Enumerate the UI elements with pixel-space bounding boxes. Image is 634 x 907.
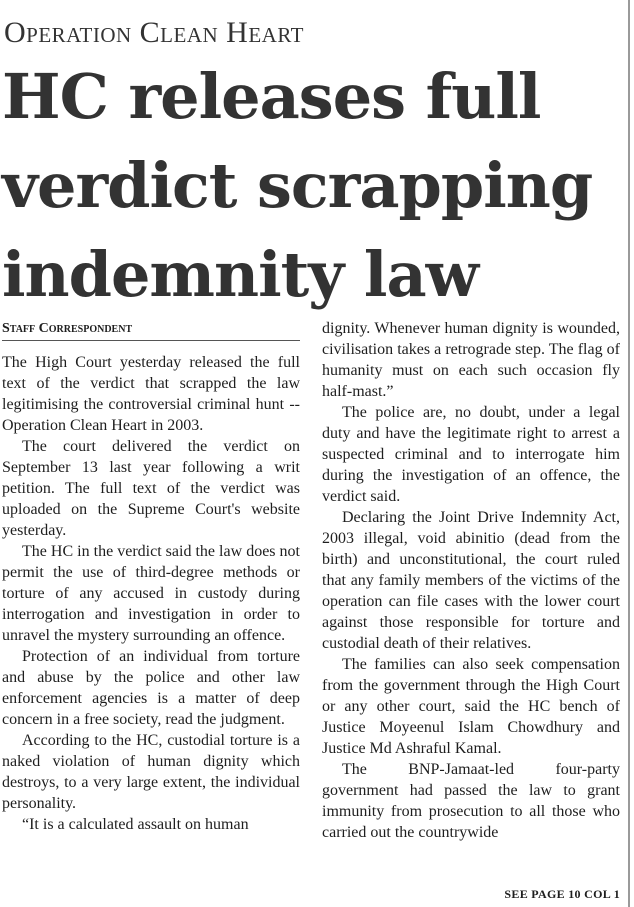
byline: Staff Correspondent: [2, 320, 300, 341]
headline: [2, 52, 622, 319]
headline-line: HC releases full: [2, 60, 541, 133]
kicker: Operation Clean Heart: [4, 16, 304, 49]
paragraph: The HC in the verdict said the law does not permit the use of third-degree methods or torture of any accused in custody during interrogation and investigation in order to unravel the mystery surrounding an offence.: [2, 543, 300, 644]
continuation-jump: SEE PAGE 10 COL 1: [504, 887, 620, 901]
paragraph: The police are, no doubt, under a legal duty and have the legitimate right to arrest a suspected criminal and to interrogate him during the investigation of an offence, the verdict said.: [322, 404, 620, 505]
headline-line: verdict scrapping: [2, 149, 593, 222]
article-column-2: [322, 318, 620, 843]
paragraph: dignity. Whenever human dignity is wounded, civilisation takes a retrograde step. The flag of humanity must on each such occasion fly half-mast.”: [322, 320, 620, 400]
paragraph: Protection of an individual from torture and abuse by the police and other law enforcement agencies is a matter of deep concern in a free society, read the judgment.: [2, 648, 300, 728]
article-column-1: [2, 352, 300, 835]
headline-line: indemnity law: [2, 238, 479, 311]
paragraph: “It is a calculated assault on human: [22, 816, 249, 833]
paragraph: The High Court yesterday released the full text of the verdict that scrapped the law legitimising the controversial criminal hunt -- Operation Clean Heart in 2003.: [2, 354, 300, 434]
paragraph: According to the HC, custodial torture is a naked violation of human dignity which destroys, to a very large extent, the individual personality.: [2, 732, 300, 812]
paragraph: The families can also seek compensation from the government through the High Court or any other court, said the HC bench of Justice Moyeenul Islam Chowdhury and Justice Md Ashraful Kamal.: [322, 656, 620, 757]
column-rule: [628, 0, 630, 907]
paragraph: The BNP-Jamaat-led four-party government had passed the law to grant immunity from prosecution to all those who carried out the countrywide: [322, 761, 620, 841]
paragraph: Declaring the Joint Drive Indemnity Act, 2003 illegal, void abinitio (dead from the birth) and unconstitutional, the court ruled that any family members of the victims of the operation can file cases with the lower court against those responsible for torture and custodial death of their relatives.: [322, 509, 620, 652]
paragraph: The court delivered the verdict on September 13 last year following a writ petition. The full text of the verdict was uploaded on the Supreme Court's website yesterday.: [2, 438, 300, 539]
